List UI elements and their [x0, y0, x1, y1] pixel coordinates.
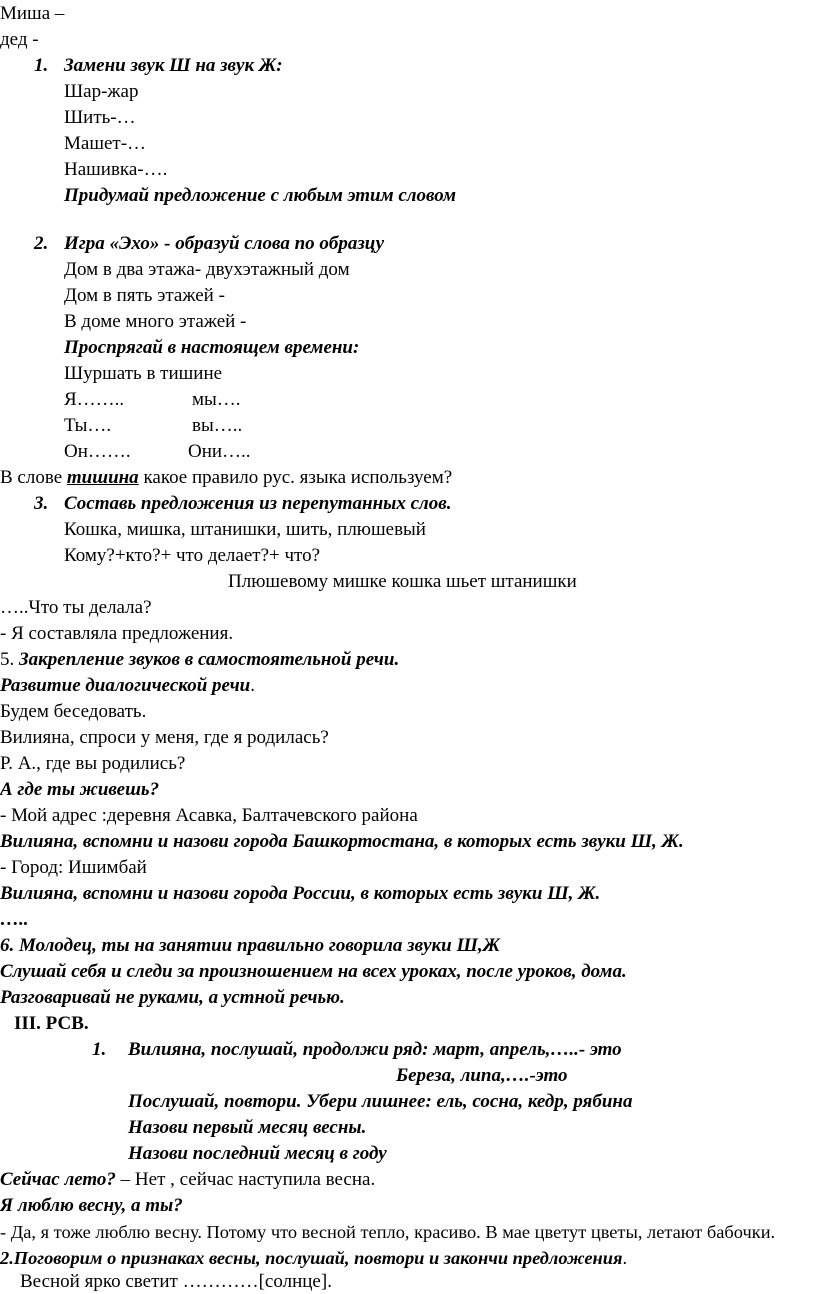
section-title: 2.Поговорим о признаках весны, послушай, повтори и закончи предложения [0, 1248, 623, 1268]
text-line: Шить-… [64, 107, 136, 128]
text-line: Машет-… [64, 133, 147, 154]
task-line: Проспрягай в настоящем времени: [64, 337, 360, 358]
section-heading: Составь предложения из перепутанных слов. [64, 493, 452, 514]
period: . [622, 1248, 628, 1268]
conjugation-cell: Я…….. [64, 389, 125, 410]
text-line: Нашивка-…. [64, 159, 168, 180]
section-heading: Игра «Эхо» - образуй слова по образцу [64, 233, 385, 254]
dialog-line: Вилияна, вспомни и назови города России, в которых есть звуки Ш, Ж. [0, 883, 601, 904]
task-line: Придумай предложение с любым этим словом [64, 185, 457, 206]
question-suffix: какое правило рус. языка используем? [138, 467, 453, 488]
section-title: Закрепление звуков в самостоятельной речи. [19, 649, 400, 670]
dialog-line: Вилияна, вспомни и назови города Башкортостана, в которых есть звуки Ш, Ж. [0, 831, 684, 852]
dialog-line: Разговаривай не руками, а устной речью. [0, 987, 345, 1008]
question: Сейчас лето? [0, 1169, 116, 1190]
text-line: Шуршать в тишине [64, 363, 223, 384]
task-line: Назови первый месяц весны. [128, 1117, 367, 1138]
dialog-line: Слушай себя и следи за произношением на всех уроках, после уроков, дома. [0, 961, 627, 982]
task-line: Береза, липа,….-это [396, 1065, 568, 1086]
section-subheading [0, 674, 255, 698]
section-number: 5. [0, 649, 19, 670]
text-line: Миша – [0, 3, 65, 24]
dialog-line: Вилияна, спроси у меня, где я родилась? [0, 727, 329, 748]
text-line: Дом в два этажа- двухэтажный дом [64, 259, 350, 280]
section-heading: III. РСВ. [14, 1013, 89, 1034]
conjugation-cell: Он……. [64, 441, 131, 462]
text-line: Шар-жар [64, 81, 139, 102]
text-line: дед - [0, 29, 39, 50]
dialog-line: Р. А., где вы родились? [0, 753, 186, 774]
question-prefix: В слове [0, 467, 67, 488]
list-number: 3. [34, 493, 49, 514]
dialog-line: ….. [0, 909, 29, 930]
section-heading: Замени звук Ш на звук Ж: [64, 55, 283, 76]
list-number: 2. [34, 233, 49, 254]
question-line [0, 466, 452, 490]
period: . [250, 675, 255, 696]
dialog-line: - Мой адрес :деревня Асавка, Балтачевского района [0, 805, 418, 826]
underlined-word: тишина [66, 467, 139, 488]
dialog-line: Будем беседовать. [0, 701, 147, 722]
answer: – Нет , сейчас наступила весна. [115, 1169, 376, 1190]
conjugation-cell: Ты…. [64, 415, 112, 436]
text-line: Дом в пять этажей - [64, 285, 225, 306]
dialog-line: - Город: Ишимбай [0, 857, 147, 878]
text-line: Кому?+кто?+ что делает?+ что? [64, 545, 321, 566]
task-line: Вилияна, послушай, продолжи ряд: март, апрель,…..- это [128, 1039, 622, 1060]
section-heading [0, 648, 399, 672]
section-heading [0, 1246, 627, 1270]
dialog-line: …..Что ты делала? [0, 597, 152, 618]
dialog-line: А где ты живешь? [0, 779, 160, 800]
conjugation-cell: вы….. [192, 415, 243, 436]
text-line: Кошка, мишка, штанишки, шить, плюшевый [64, 519, 426, 540]
dialog-line: - Я составляла предложения. [0, 623, 234, 644]
dialog-line: - Да, я тоже люблю весну. Потому что весной тепло, красиво. В мае цветут цветы, летают бабочки. [0, 1222, 776, 1242]
conjugation-cell: Они….. [188, 441, 251, 462]
text-line: В доме много этажей - [64, 311, 247, 332]
dialog-line [0, 1168, 375, 1192]
conjugation-cell: мы…. [192, 389, 241, 410]
task-line: Послушай, повтори. Убери лишнее: ель, сосна, кедр, рябина [128, 1091, 633, 1112]
list-number: 1. [92, 1039, 107, 1060]
text-line: Весной ярко светит …………[солнце]. [20, 1271, 332, 1292]
task-line: Назови последний месяц в году [128, 1143, 387, 1164]
text-line: Плюшевому мишке кошка шьет штанишки [228, 571, 577, 592]
dialog-line: 6. Молодец, ты на занятии правильно говорила звуки Ш,Ж [0, 935, 501, 956]
list-number: 1. [34, 55, 49, 76]
section-subtitle: Развитие диалогической речи [0, 675, 251, 696]
dialog-line: Я люблю весну, а ты? [0, 1195, 183, 1216]
